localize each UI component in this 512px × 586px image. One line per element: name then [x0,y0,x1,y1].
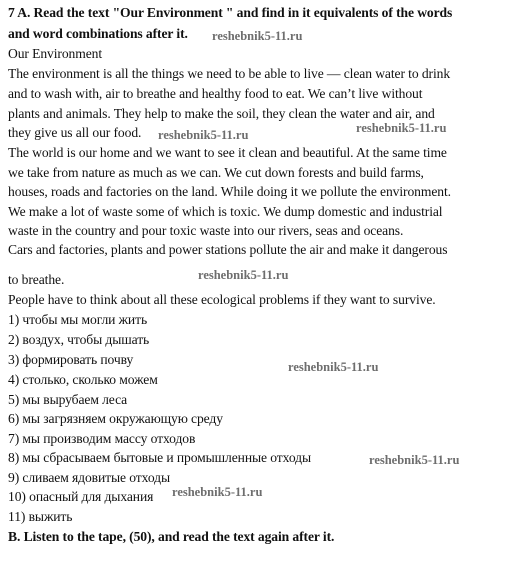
text-line: to breathe. [8,272,65,287]
text-line: houses, roads and factories on the land. While doing it we pollute the environment. [8,184,451,199]
vocab-item: 8) мы сбрасываем бытовые и промышленные отходы [8,450,311,465]
text-line: Cars and factories, plants and power stations pollute the air and make it dangerous [8,242,448,257]
watermark: reshebnik5-11.ru [369,453,460,467]
text-line: plants and animals. They help to make the soil, they clean the water and air, and [8,106,435,121]
watermark: reshebnik5-11.ru [198,268,289,282]
task-a-heading-line-1: 7 A. Read the text "Our Environment " and find in it equivalents of the words [8,5,453,20]
text-line: The environment is all the things we need to be able to live — clean water to drink [8,66,451,81]
vocab-item: 5) мы вырубаем леса [8,392,128,407]
text-line: People have to think about all these ecological problems if they want to survive. [8,292,436,307]
watermark: reshebnik5-11.ru [288,360,379,374]
task-a-heading-line-2: and word combinations after it. [8,26,188,41]
watermark: reshebnik5-11.ru [356,121,447,135]
vocab-item: 7) мы производим массу отходов [8,431,196,446]
text-line: The world is our home and we want to see it clean and beautiful. At the same time [8,145,447,160]
vocab-item: 9) сливаем ядовитые отходы [8,470,170,485]
text-line: waste in the country and pour toxic waste into our rivers, seas and oceans. [8,223,404,238]
vocab-item: 6) мы загрязняем окружающую среду [8,411,223,426]
vocab-item: 1) чтобы мы могли жить [8,312,148,327]
text-title: Our Environment [8,46,103,61]
vocab-item: 3) формировать почву [8,352,134,367]
text-line: We make a lot of waste some of which is toxic. We dump domestic and industrial [8,204,443,219]
watermark: reshebnik5-11.ru [172,485,263,499]
vocab-item: 10) опасный для дыхания [8,489,154,504]
watermark: reshebnik5-11.ru [158,128,249,142]
text-line: and to wash with, air to breathe and healthy food to eat. We can’t live without [8,86,423,101]
vocab-item: 11) выжить [8,509,73,524]
vocab-item: 4) столько, сколько можем [8,372,158,387]
watermark: reshebnik5-11.ru [212,29,303,43]
task-b-heading: B. Listen to the tape, (50), and read the text again after it. [8,529,335,544]
text-line: they give us all our food. [8,125,142,140]
vocab-item: 2) воздух, чтобы дышать [8,332,150,347]
text-line: we take from nature as much as we can. We cut down forests and build farms, [8,165,424,180]
